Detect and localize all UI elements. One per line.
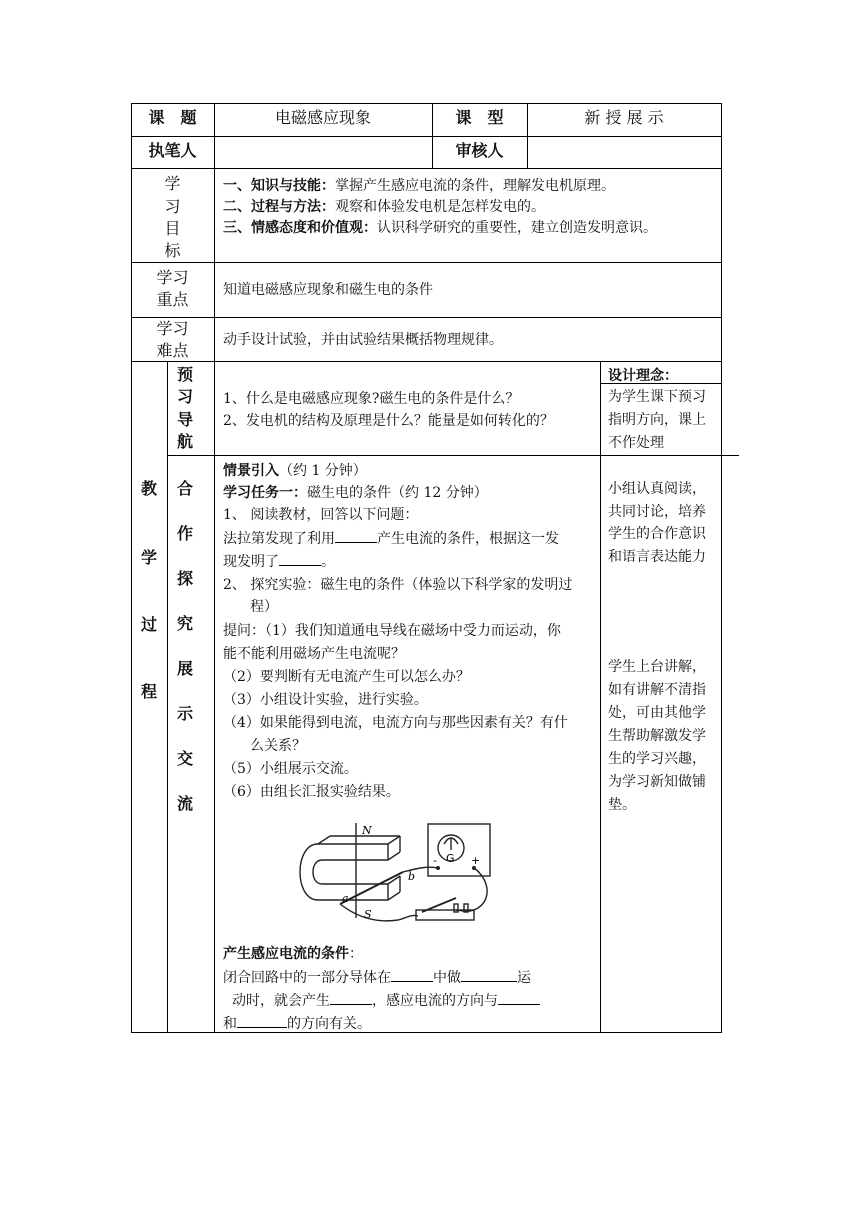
condition-text: 和 bbox=[223, 1016, 237, 1032]
topic-value: 电磁感应现象 bbox=[274, 108, 371, 127]
explore-line: 2、 探究实验：磁生电的条件（体验以下科学家的发明过 bbox=[223, 577, 573, 593]
process-label-char: 学 bbox=[140, 548, 157, 567]
table-line bbox=[131, 317, 722, 318]
answer-blank[interactable] bbox=[330, 990, 372, 1005]
reviewer-label: 审核人 bbox=[455, 141, 504, 160]
answer-blank[interactable] bbox=[498, 990, 540, 1005]
coop-label-char: 合 bbox=[176, 479, 193, 498]
faraday-text: 现发明了 bbox=[223, 554, 279, 570]
table-line bbox=[167, 455, 739, 456]
figure-label-g: G bbox=[446, 852, 455, 865]
design-note-line: 指明方向，课上 bbox=[608, 412, 706, 428]
difficulty-label: 难点 bbox=[156, 341, 189, 360]
design-label: 设计理念： bbox=[608, 368, 678, 384]
design-note-line: 小组认真阅读， bbox=[608, 481, 706, 497]
objective-prefix: 二、过程与方法： bbox=[223, 199, 335, 215]
process-label-char: 过 bbox=[140, 615, 157, 634]
answer-blank[interactable] bbox=[461, 967, 517, 982]
coop-label-char: 作 bbox=[176, 524, 193, 543]
figure-label-a: a bbox=[342, 892, 349, 905]
objective-prefix: 一、知识与技能： bbox=[223, 178, 335, 194]
table-line bbox=[131, 168, 722, 169]
difficulty-label: 学习 bbox=[156, 319, 189, 338]
keypoint-text: 知道电磁感应现象和磁生电的条件 bbox=[223, 282, 433, 298]
faraday-line bbox=[223, 551, 335, 572]
faraday-text: 。 bbox=[321, 554, 335, 570]
coop-label-char: 展 bbox=[176, 659, 193, 678]
wire bbox=[340, 904, 418, 921]
table-line bbox=[131, 361, 722, 362]
coop-label-char: 示 bbox=[176, 704, 193, 723]
table-line bbox=[721, 103, 722, 1033]
objective-item bbox=[223, 218, 657, 238]
magnet-inner bbox=[313, 860, 388, 884]
intro-title: 情景引入 bbox=[223, 463, 279, 479]
objective-text: 认识科学研究的重要性，建立创造发明意识。 bbox=[377, 220, 657, 236]
figure-label-minus: - bbox=[433, 854, 437, 867]
condition-line bbox=[223, 1013, 371, 1034]
keypoint-label: 重点 bbox=[156, 290, 189, 309]
task-line bbox=[223, 483, 488, 503]
design-note-line: 如有讲解不清指 bbox=[608, 682, 706, 698]
figure-label-s: S bbox=[364, 908, 372, 921]
design-note-line: 为学生课下预习 bbox=[608, 389, 706, 405]
condition-text: 的方向有关。 bbox=[287, 1016, 371, 1032]
objective-prefix: 三、情感态度和价值观： bbox=[223, 220, 377, 236]
task-description: 磁生电的条件（约 12 分钟） bbox=[307, 485, 488, 501]
conductor-ab bbox=[340, 872, 403, 904]
intro-duration: （约 1 分钟） bbox=[279, 463, 367, 479]
question-line: 提问：（1）我们知道通电导线在磁场中受力而运动，你 bbox=[223, 623, 561, 639]
explore-line: 程） bbox=[250, 599, 278, 615]
question-line: （2）要判断有无电流产生可以怎么办？ bbox=[223, 669, 470, 685]
task-title: 学习任务一： bbox=[223, 485, 307, 501]
table-line bbox=[131, 1032, 722, 1033]
design-note-line: 处，可由其他学 bbox=[608, 705, 706, 721]
type-label: 课 型 bbox=[455, 108, 504, 127]
condition-text: ，感应电流的方向与 bbox=[372, 993, 498, 1009]
design-note-line: 和语言表达能力 bbox=[608, 549, 706, 565]
question-line: （4）如果能得到电流，电流方向与那些因素有关？有什 bbox=[223, 715, 568, 731]
question-line: （3）小组设计实验，进行实验。 bbox=[223, 692, 428, 708]
preview-label-char: 导 bbox=[176, 410, 193, 429]
process-label-char: 教 bbox=[140, 479, 157, 498]
condition-text: 中做 bbox=[433, 970, 461, 986]
objectives-label-char: 标 bbox=[164, 241, 181, 260]
preview-label-char: 航 bbox=[176, 432, 193, 451]
topic-label: 课 题 bbox=[148, 108, 197, 127]
faraday-line bbox=[223, 528, 559, 549]
read-line: 1、 阅读教材，回答以下问题： bbox=[223, 507, 419, 523]
table-line bbox=[131, 103, 722, 104]
design-note-line: 共同讨论，培养 bbox=[608, 504, 706, 520]
objective-text: 掌握产生感应电流的条件，理解发电机原理。 bbox=[335, 178, 615, 194]
question-line: 能不能利用磁场产生电流呢？ bbox=[223, 646, 405, 662]
wire bbox=[456, 868, 487, 911]
preview-item: 2、发电机的结构及原理是什么？能量是如何转化的？ bbox=[223, 413, 554, 429]
coop-label-char: 究 bbox=[176, 614, 193, 633]
intro-line bbox=[223, 461, 367, 481]
condition-heading bbox=[223, 944, 363, 964]
author-label: 执笔人 bbox=[148, 141, 197, 160]
answer-blank[interactable] bbox=[237, 1013, 287, 1028]
design-note-line: 生的学习兴趣， bbox=[608, 751, 706, 767]
preview-label-char: 习 bbox=[176, 387, 193, 406]
design-note-line: 学生的合作意识 bbox=[608, 526, 706, 542]
coop-label-char: 探 bbox=[176, 569, 193, 588]
preview-label-char: 预 bbox=[176, 365, 193, 384]
design-note-line: 不作处理 bbox=[608, 435, 664, 451]
objective-text: 观察和体验发电机是怎样发电的。 bbox=[335, 199, 545, 215]
condition-text: 动时，就会产生 bbox=[232, 993, 330, 1009]
objectives-label-char: 习 bbox=[164, 197, 181, 216]
objectives-label-char: 目 bbox=[164, 219, 181, 238]
condition-text: 运 bbox=[517, 970, 531, 986]
objective-item bbox=[223, 176, 615, 196]
table-line bbox=[600, 361, 601, 1033]
condition-colon: ： bbox=[349, 946, 363, 962]
design-note-line: 为学习新知做铺 bbox=[608, 774, 706, 790]
answer-blank[interactable] bbox=[279, 551, 321, 566]
faraday-text: 法拉第发现了利用 bbox=[223, 531, 335, 547]
condition-line bbox=[223, 967, 531, 988]
objective-item bbox=[223, 197, 545, 217]
objectives-label-char: 学 bbox=[164, 174, 181, 193]
induction-experiment-figure bbox=[288, 818, 513, 933]
answer-blank[interactable] bbox=[335, 528, 377, 543]
table-line bbox=[131, 136, 722, 137]
condition-text: 闭合回路中的一部分导体在 bbox=[223, 970, 391, 986]
condition-line bbox=[232, 990, 540, 1011]
preview-item: 1、什么是电磁感应现象?磁生电的条件是什么？ bbox=[223, 391, 520, 407]
answer-blank[interactable] bbox=[391, 967, 433, 982]
table-line bbox=[214, 103, 215, 1033]
condition-title: 产生感应电流的条件 bbox=[223, 946, 349, 962]
question-line: （5）小组展示交流。 bbox=[223, 761, 358, 777]
figure-label-n: N bbox=[362, 824, 372, 837]
process-label-char: 程 bbox=[140, 682, 157, 701]
coop-label-char: 流 bbox=[176, 794, 193, 813]
figure-label-plus: + bbox=[471, 854, 481, 867]
keypoint-label: 学习 bbox=[156, 268, 189, 287]
figure-label-b: b bbox=[408, 870, 416, 883]
question-line: 么关系？ bbox=[250, 738, 306, 754]
faraday-text: 产生电流的条件，根据这一发 bbox=[377, 531, 559, 547]
type-value: 新 授 展 示 bbox=[584, 108, 664, 127]
design-note-line: 垫。 bbox=[608, 797, 636, 813]
difficulty-text: 动手设计试验，并由试验结果概括物理规律。 bbox=[223, 332, 503, 348]
table-line bbox=[167, 361, 168, 1033]
design-note-line: 学生上台讲解， bbox=[608, 659, 706, 675]
design-note-line: 生帮助解激发学 bbox=[608, 728, 706, 744]
coop-label-char: 交 bbox=[176, 749, 193, 768]
table-line bbox=[131, 262, 722, 263]
question-line: （6）由组长汇报实验结果。 bbox=[223, 784, 400, 800]
